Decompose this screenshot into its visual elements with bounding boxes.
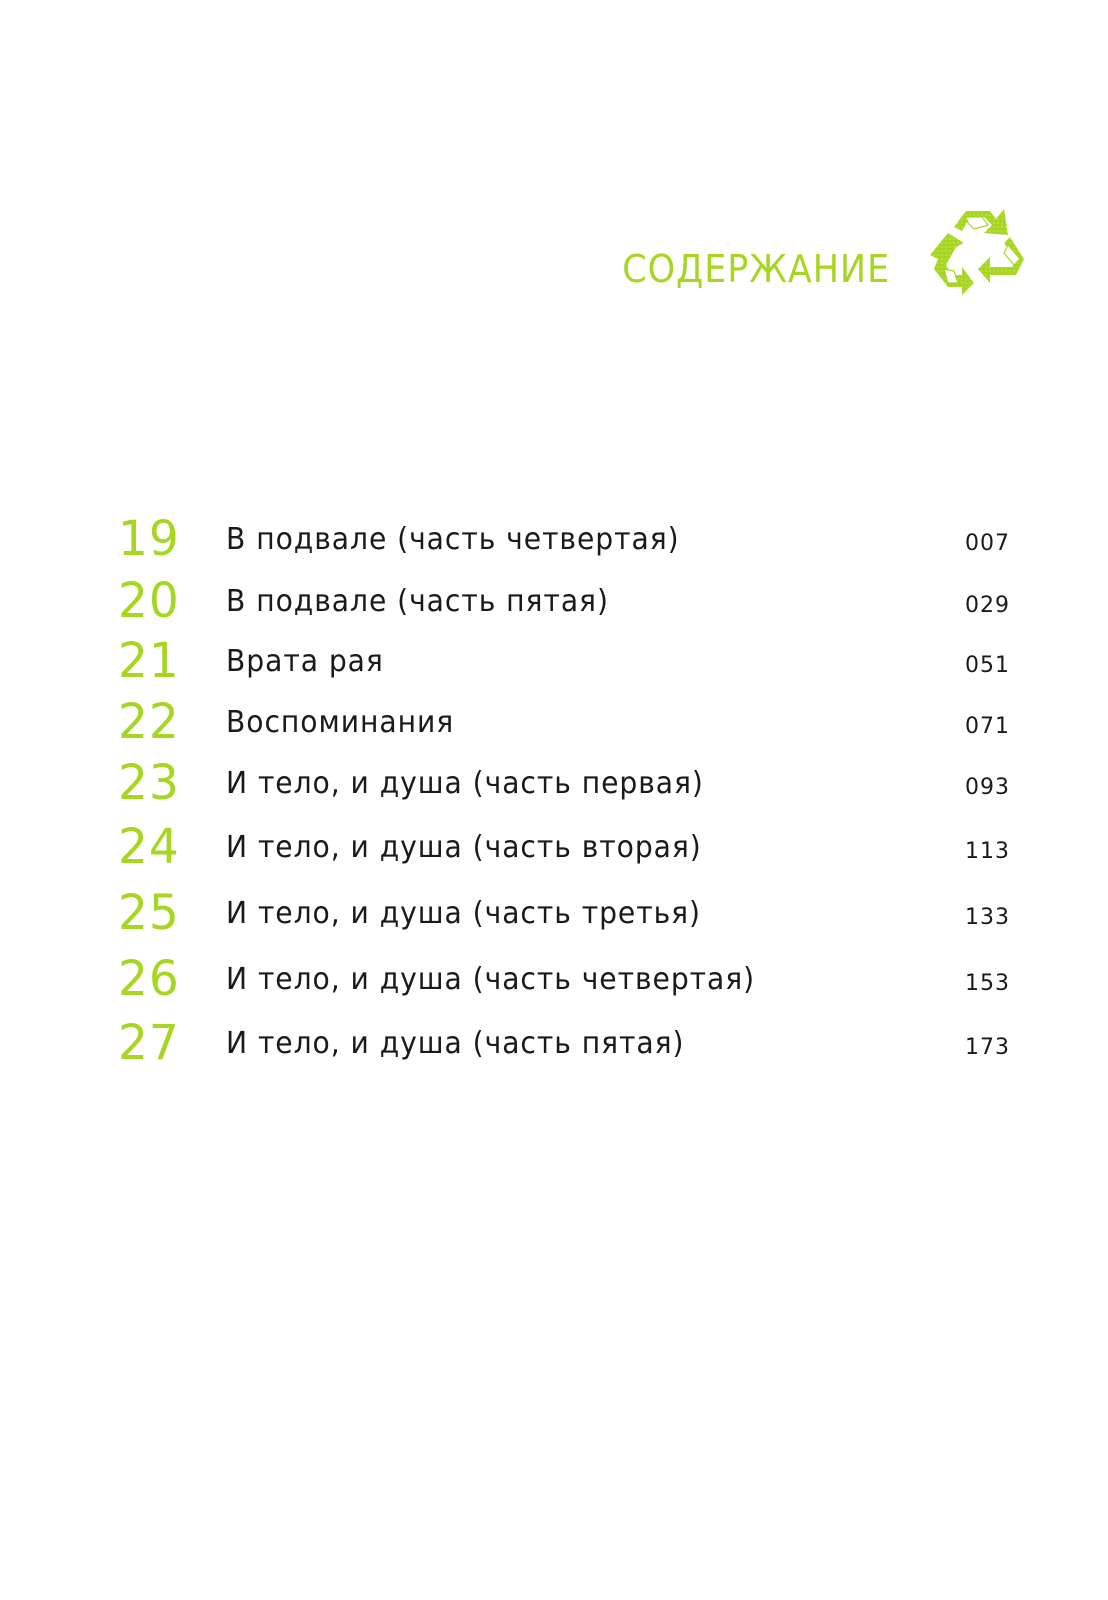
chapter-number: 21 [118,633,180,689]
chapter-title[interactable]: В подвале (часть четвертая) [226,522,680,557]
toc-row[interactable] [0,511,1108,575]
toc-row[interactable] [0,885,1108,949]
chapter-number: 27 [118,1015,180,1071]
chapter-title[interactable]: Воспоминания [226,705,455,740]
toc-row[interactable] [0,951,1108,1015]
page-title: СОДЕРЖАНИЕ [622,247,890,291]
chapter-number: 20 [118,573,180,629]
page-number: 133 [965,905,1010,930]
page-number: 093 [965,775,1010,800]
toc-row[interactable] [0,573,1108,637]
page-number: 113 [965,839,1010,864]
chapter-number: 25 [118,885,180,941]
chapter-title[interactable]: И тело, и душа (часть вторая) [226,830,702,865]
chapter-number: 22 [118,694,180,750]
chapter-title[interactable]: И тело, и душа (часть третья) [226,896,701,931]
chapter-title[interactable]: В подвале (часть пятая) [226,584,609,619]
toc-row[interactable] [0,694,1108,758]
page-number: 173 [965,1035,1010,1060]
toc-row[interactable] [0,633,1108,697]
page-number: 071 [965,714,1010,739]
page-number: 007 [965,531,1010,556]
toc-row[interactable] [0,819,1108,883]
toc-row[interactable] [0,755,1108,819]
chapter-number: 24 [118,819,180,875]
chapter-title[interactable]: Врата рая [226,644,384,679]
page-number: 153 [965,971,1010,996]
toc-row[interactable] [0,1015,1108,1079]
chapter-title[interactable]: И тело, и душа (часть пятая) [226,1026,685,1061]
chapter-number: 19 [118,511,180,567]
chapter-number: 26 [118,951,180,1007]
chapter-title[interactable]: И тело, и душа (часть четвертая) [226,962,756,997]
chapter-title[interactable]: И тело, и душа (часть первая) [226,766,704,801]
chapter-number: 23 [118,755,180,811]
page-number: 051 [965,653,1010,678]
page-number: 029 [965,593,1010,618]
recycle-icon [924,205,1028,301]
